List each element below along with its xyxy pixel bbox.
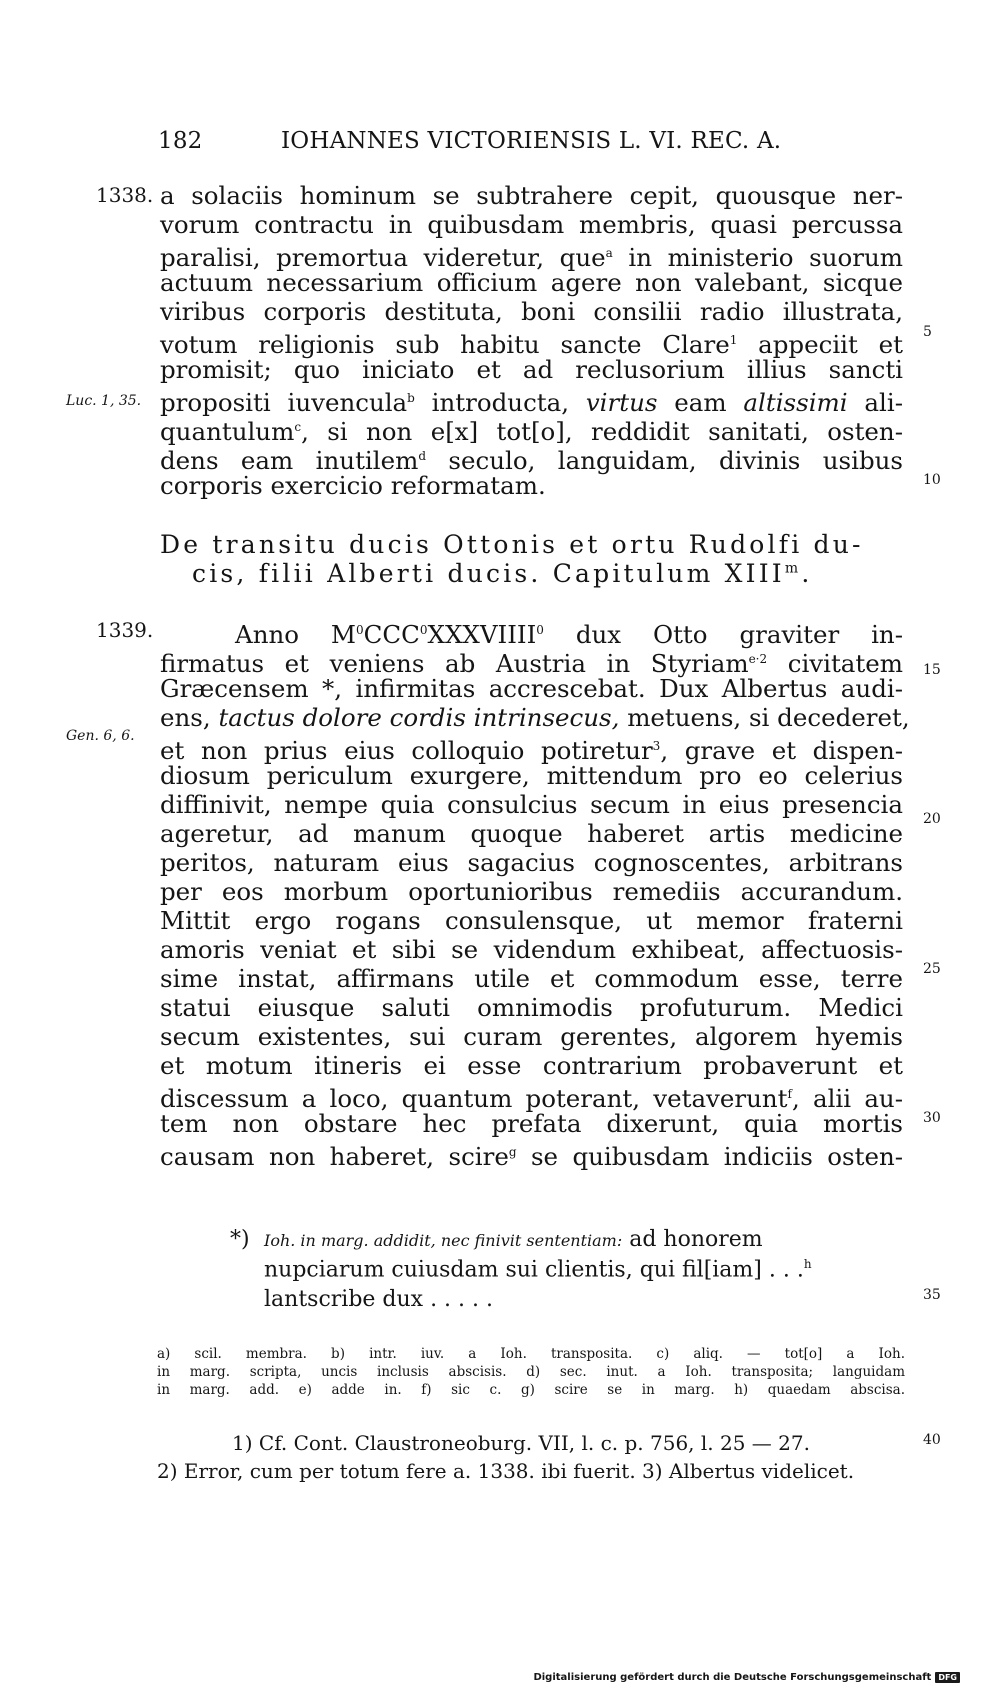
text-line-25: statui eiusque saluti omnimodis profuturum. Medici [160, 993, 903, 1022]
text-line-11: corporis exercicio reformatam. [160, 471, 546, 500]
text-line-16: et non prius eius colloquio potiretur$^3$, grave et dispen- [160, 736, 904, 766]
line-number-20: 20 [923, 811, 941, 827]
margin-ref-gen: Gen. 6, 6. [66, 728, 135, 744]
footnote-star-line3: lantscribe dux . . . . . [264, 1287, 494, 1312]
running-title: IOHANNES VICTORIENSIS L. VI. REC. A. [281, 128, 782, 154]
source-notes-2-3: 2) Error, cum per totum fere a. 1338. ibi fuerit. 3) Albertus videlicet. [157, 1459, 855, 1483]
line-number-25: 25 [923, 961, 941, 977]
source-note-1: 1) Cf. Cont. Claustroneoburg. VII, l. c. p. 756, l. 25 — 27. [232, 1431, 810, 1455]
text-line-26: secum existentes, sui curam gerentes, algorem hyemis [160, 1022, 903, 1051]
text-line-28: discessum a loco, quantum poterant, vetaverunt$^f$, alii au- [160, 1084, 903, 1114]
chapter-heading-line2: cis, filii Alberti ducis. Capitulum XIII$^m$. [192, 559, 813, 588]
critical-apparatus-line3: in marg. add. e) adde in. f) sic c. g) scire se in marg. h) quaedam abscisa. [157, 1382, 905, 1398]
text-line-18: diffinivit, nempe quia consulcius secum in eius presencia [160, 790, 903, 819]
dfg-logo: DFG [935, 1672, 960, 1683]
text-line-23: amoris veniat et sibi se videndum exhibeat, affectuosis- [160, 935, 903, 964]
line-number-5: 5 [923, 324, 932, 340]
text-line-30: causam non haberet, scire$^g$ se quibusdam indiciis osten- [160, 1142, 903, 1172]
footer-text: Digitalisierung gefördert durch die Deutsche Forschungsgemeinschaft [533, 1672, 932, 1683]
text-line-9: quantulum$^c$, si non e[x] tot[o], reddidit sanitati, osten- [160, 417, 903, 447]
footnote-star-line1: Ioh. in marg. addidit, nec finivit sententiam: ad honorem [264, 1227, 763, 1252]
text-line-6: votum religionis sub habitu sancte Clare$^1$ appeciit et [160, 330, 903, 360]
line-number-10: 10 [923, 472, 941, 488]
text-line-20: peritos, naturam eius sagacius cognoscentes, arbitrans [160, 848, 903, 877]
text-line-17: diosum periculum exurgere, mittendum pro eo celerius [160, 761, 903, 790]
footnote-star-line2: nupciarum cuiusdam sui clientis, qui fil[iam] . . .$^h$ [264, 1257, 812, 1283]
text-line-2: vorum contractu in quibusdam membris, quasi percussa [160, 210, 903, 239]
critical-apparatus-line2: in marg. scripta, uncis inclusis abscisis. d) sec. inut. a Ioh. transposita; languidam [157, 1364, 905, 1380]
year-1339: 1339. [96, 618, 154, 642]
text-line-21: per eos morbum oportunioribus remediis accurandum. [160, 877, 903, 906]
page-number: 182 [158, 128, 203, 154]
text-line-19: ageretur, ad manum quoque haberet artis medicine [160, 819, 903, 848]
dfg-footer [533, 1672, 960, 1683]
text-line-22: Mittit ergo rogans consulensque, ut memor fraterni [160, 906, 903, 935]
text-line-24: sime instat, affirmans utile et commodum esse, terre [160, 964, 903, 993]
text-line-8: propositi iuvencula$^b$ introducta, virtus eam altissimi ali- [160, 388, 903, 418]
text-line-29: tem non obstare hec prefata dixerunt, quia mortis [160, 1109, 903, 1138]
margin-ref-luc: Luc. 1, 35. [66, 393, 142, 409]
text-line-27: et motum itineris ei esse contrarium probaverunt et [160, 1051, 903, 1080]
text-line-14: Græcensem *, infirmitas accrescebat. Dux Albertus audi- [160, 674, 903, 703]
year-1338: 1338. [96, 183, 154, 207]
text-line-12: Anno $M^0CCC^0XXXVIIII^0$ dux Otto graviter in- [235, 620, 903, 650]
line-number-30: 30 [923, 1110, 941, 1126]
text-line-1: a solaciis hominum se subtrahere cepit, quousque ner- [160, 181, 903, 210]
footnote-star-marker: *) [230, 1227, 250, 1252]
critical-apparatus-line1: a) scil. membra. b) intr. iuv. a Ioh. transposita. c) aliq. — tot[o] a Ioh. [157, 1346, 905, 1362]
line-number-15: 15 [923, 662, 941, 678]
text-line-3: paralisi, premortua videretur, que$^a$ in ministerio suorum [160, 243, 904, 273]
chapter-heading-line1: De transitu ducis Ottonis et ortu Rudolfi du- [160, 530, 864, 559]
text-line-5: viribus corporis destituta, boni consilii radio illustrata, [160, 297, 903, 326]
text-line-10: dens eam inutilem$^d$ seculo, languidam, divinis usibus [160, 446, 903, 476]
text-line-4: actuum necessarium officium agere non valebant, sicque [160, 268, 903, 297]
line-number-40: 40 [923, 1432, 941, 1448]
text-line-15: ens, tactus dolore cordis intrinsecus, metuens, si decederet, [160, 703, 910, 732]
text-line-13: firmatus et veniens ab Austria in Styriam$^{e\cdot 2}$ civitatem [160, 649, 903, 679]
text-line-7: promisit; quo iniciato et ad reclusorium illius sancti [160, 355, 903, 384]
line-number-35: 35 [923, 1287, 941, 1303]
